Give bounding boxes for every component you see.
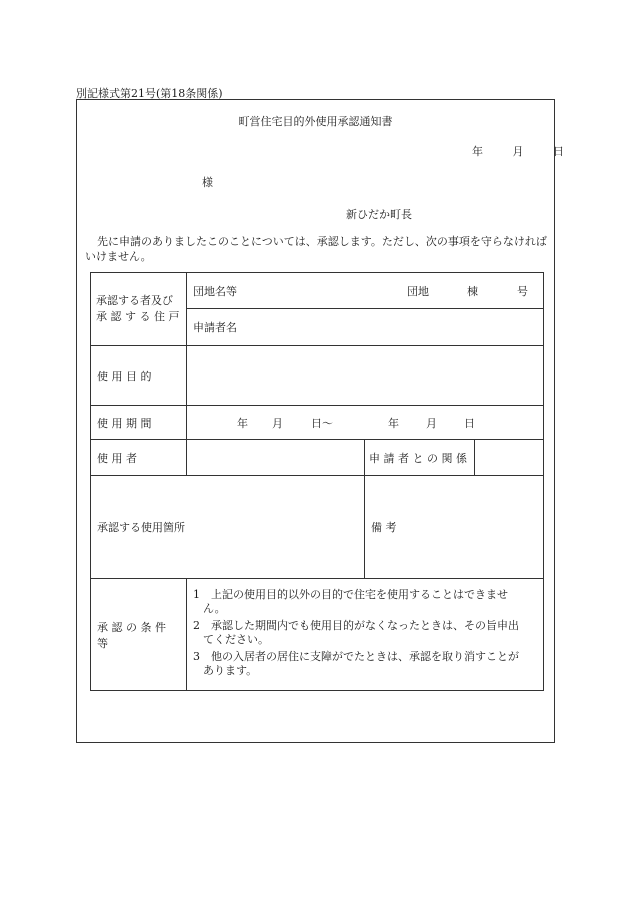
- addressee-suffix: 様: [202, 176, 213, 189]
- danchi-label: 団地: [407, 284, 429, 298]
- go-label: 号: [517, 284, 528, 298]
- user-value: [187, 440, 365, 476]
- table-row: [91, 579, 544, 691]
- document-title: 町営住宅目的外使用承認通知書: [238, 115, 393, 128]
- relation-label: 申 請 者 と の 関 係: [365, 440, 475, 476]
- conditions-list: [187, 579, 544, 691]
- conditions-label: 承 認 の 条 件 等: [91, 579, 187, 691]
- approved-person-label-cell: [91, 273, 187, 346]
- issue-date: [449, 143, 564, 159]
- period-to-year: 年: [388, 416, 399, 430]
- user-label: 使 用 者: [91, 440, 187, 476]
- location-label: 承認する使用箇所: [91, 476, 365, 579]
- period-from-year: 年: [237, 416, 248, 430]
- condition-item: 1 上記の使用目的以外の目的で住宅を使用することはできませ ん。: [193, 588, 508, 615]
- period-value: [187, 406, 544, 440]
- period-from-month: 月: [272, 416, 283, 430]
- table-row: [91, 476, 544, 579]
- approved-person-label: 承認する者及び: [96, 294, 173, 307]
- period-label: 使 用 期 間: [91, 406, 187, 440]
- remarks-label: 備 考: [365, 476, 544, 579]
- table-row: [91, 406, 544, 440]
- condition-item: 3 他の入居者の居住に支障がでたときは、承認を取り消すことが あります。: [193, 650, 519, 677]
- issuer: 新ひだか町長: [346, 208, 412, 221]
- period-to-month: 月: [426, 416, 437, 430]
- period-from-day: 日〜: [311, 416, 333, 430]
- approval-table: [90, 272, 544, 691]
- issue-month-label: 月: [512, 145, 524, 158]
- approved-unit-label: 承 認 す る 住 戸: [96, 310, 180, 323]
- purpose-value: [187, 346, 544, 406]
- to-label: 棟: [467, 284, 478, 298]
- issue-day-label: 日: [553, 145, 564, 158]
- notice-text: 先に申請のありましたこのことについては、承認します。ただし、次の事項を守らなければいけません。: [85, 235, 547, 263]
- table-row: [91, 440, 544, 476]
- relation-value: [475, 440, 544, 476]
- issue-year-label: 年: [472, 145, 483, 158]
- form-number: 別記様式第21号(第18条関係): [76, 87, 223, 100]
- table-row: [91, 346, 544, 406]
- document-frame: [76, 99, 564, 743]
- complex-label: 団地名等: [193, 284, 237, 298]
- condition-item: 2 承認した期間内でも使用目的がなくなったときは、その旨申出 てください。: [193, 619, 519, 646]
- purpose-label: 使 用 目 的: [91, 346, 187, 406]
- complex-cell: [187, 273, 544, 309]
- applicant-name-label: 申請者名: [187, 309, 544, 346]
- period-to-day: 日: [464, 416, 475, 430]
- table-row: [91, 273, 544, 309]
